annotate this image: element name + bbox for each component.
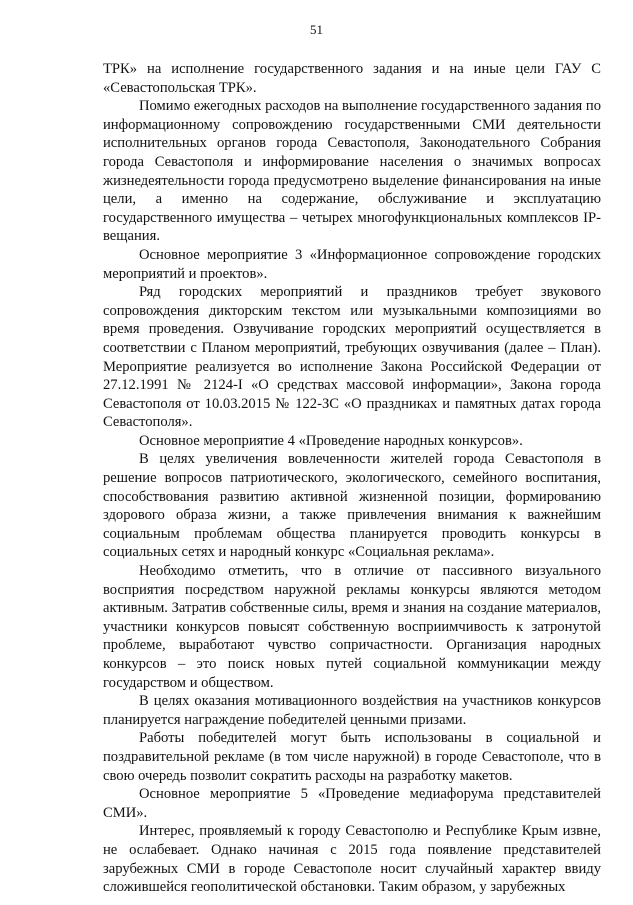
document-body <box>103 60 601 897</box>
paragraph-motivation: В целях оказания мотивационного воздействия на участников конкурсов планируется награждение победителей ценными призами. <box>103 693 601 728</box>
paragraph-contests-goals: В целях увеличения вовлеченности жителей города Севастополя в решение вопросов патриотического, экологического, семейного воспитания, способствования развитию активной жизненной позиции, формированию здорового образа жизни, а также привлечения внимания к важнейшим социальным проблемам общества планируется проводить конкурсы в социальных сетях и народный конкурс «Социальная реклама». <box>103 451 601 561</box>
paragraph-expenses: Помимо ежегодных расходов на выполнение государственного задания по информационному сопровождению государственными СМИ деятельности исполнительных органов города Севастополя, Законодательного Собрания города Севастополя и информирование населения о значимых вопросах жизнедеятельности города предусмотрено выделение финансирования на иные цели, а именно на содержание, обслуживание и эксплуатацию государственного имущества – четырех многофункциональных комплексов IP-вещания. <box>103 98 601 245</box>
paragraph-continuation: ТРК» на исполнение государственного задания и на иные цели ГАУ С «Севастопольская ТРК». <box>103 61 601 96</box>
heading-measure-3: Основное мероприятие 3 «Информационное сопровождение городских мероприятий и проектов». <box>103 246 601 282</box>
paragraph-foreign-media: Интерес, проявляемый к городу Севастополю и Республике Крым извне, не ослабевает. Однако начиная с 2015 года появление представителей зарубежных СМИ в городе Севастополе носит случайный характер ввиду сложившейся геополитической обстановки. Таким образом, у зарубежных <box>103 823 601 896</box>
paragraph-winners-works: Работы победителей могут быть использованы в социальной и поздравительной рекламе (в том числе наружной) в городе Севастополе, что в свою очередь позволит сократить расходы на разработку макетов. <box>103 730 601 784</box>
heading-measure-5: Основное мероприятие 5 «Проведение медиафорума представителей СМИ». <box>103 786 601 821</box>
page-number: 51 <box>310 22 323 37</box>
heading-measure-4: Основное мероприятие 4 «Проведение народных конкурсов». <box>139 432 523 449</box>
paragraph-city-events: Ряд городских мероприятий и праздников требует звукового сопровождения дикторским текстом или музыкальными композициями во время проведения. Озвучивание городских мероприятий осуществляется в соответствии с Планом мероприятий, требующих озвучивания (далее – План). Мероприятие реализуется во исполнение Закона Российской Федерации от 27.12.1991 № 2124-I «О средствах массовой информации», Закона города Севастополя от 10.03.2015 № 122-ЗС «О праздниках и памятных датах города Севастополя». <box>103 284 601 431</box>
paragraph-contests-method: Необходимо отметить, что в отличие от пассивного визуального восприятия посредством наружной рекламы конкурсы являются методом активным. Затратив собственные силы, время и знания на создание материалов, участники конкурсов повысят собственную восприимчивость к затронутой проблеме, выработают чувство сопричастности. Организация народных конкурсов – это поиск новых путей социальной коммуникации между государством и обществом. <box>103 563 601 691</box>
